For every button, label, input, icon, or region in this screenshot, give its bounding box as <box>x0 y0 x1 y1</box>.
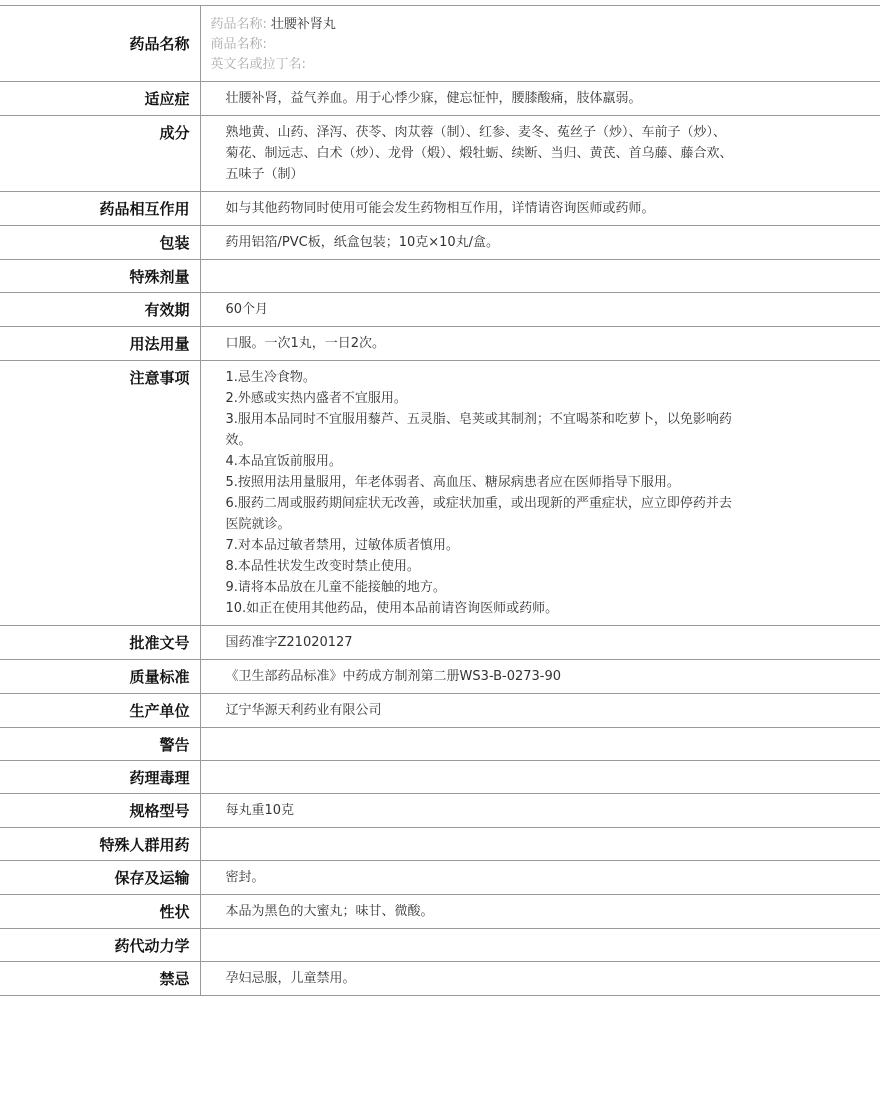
precaution-item: 9.请将本品放在儿童不能接触的地方。 <box>225 580 446 595</box>
precaution-item: 1.忌生冷食物。 <box>225 370 316 385</box>
precaution-item: 10.如正在使用其他药品，使用本品前请咨询医师或药师。 <box>225 601 559 616</box>
special-groups-label: 特殊人群用药 <box>0 828 200 861</box>
special-dosage-label: 特殊剂量 <box>0 260 200 293</box>
row-specification <box>0 794 880 828</box>
special-dosage-value <box>200 260 880 293</box>
interactions-label: 药品相互作用 <box>0 192 200 226</box>
toxicology-value <box>200 761 880 794</box>
approval-label: 批准文号 <box>0 626 200 660</box>
contraindications-value: 孕妇忌服，儿童禁用。 <box>200 962 880 996</box>
standard-label: 质量标准 <box>0 660 200 694</box>
ingredients-line: 熟地黄、山药、泽泻、茯苓、肉苁蓉（制）、红参、麦冬、菟丝子（炒）、车前子（炒）、 <box>225 125 727 140</box>
row-packaging <box>0 226 880 260</box>
precautions-label: 注意事项 <box>0 361 200 626</box>
packaging-value: 药用铝箔/PVC板，纸盒包装；10克×10丸/盒。 <box>200 226 880 260</box>
ingredients-line: 五味子（制） <box>225 167 304 182</box>
storage-value: 密封。 <box>200 861 880 895</box>
trade-name-line <box>211 35 880 55</box>
precaution-item: 6.服药二周或服药期间症状无改善，或症状加重，或出现新的严重症状，应立即停药并去 <box>225 496 732 511</box>
standard-value: 《卫生部药品标准》中药成方制剂第二册WS3-B-0273-90 <box>200 660 880 694</box>
row-special-groups <box>0 828 880 861</box>
precaution-item: 医院就诊。 <box>225 517 291 532</box>
english-name-key: 英文名或拉丁名: <box>210 57 306 72</box>
english-name-line <box>211 55 880 75</box>
appearance-label: 性状 <box>0 895 200 929</box>
row-storage <box>0 861 880 895</box>
row-standard <box>0 660 880 694</box>
generic-name-line <box>211 15 880 35</box>
contraindications-label: 禁忌 <box>0 962 200 996</box>
approval-value: 国药准字Z21020127 <box>200 626 880 660</box>
pharmacokinetics-label: 药代动力学 <box>0 929 200 962</box>
row-drug-name <box>0 6 880 82</box>
row-shelf-life <box>0 293 880 327</box>
row-special-dosage <box>0 260 880 293</box>
ingredients-value <box>200 116 880 192</box>
indications-label: 适应症 <box>0 82 200 116</box>
drug-info-table <box>0 5 880 996</box>
drug-name-label: 药品名称 <box>0 6 200 82</box>
specification-label: 规格型号 <box>0 794 200 828</box>
ingredients-label: 成分 <box>0 116 200 192</box>
usage-value: 口服。一次1丸，一日2次。 <box>200 327 880 361</box>
row-manufacturer <box>0 694 880 728</box>
usage-label: 用法用量 <box>0 327 200 361</box>
warning-label: 警告 <box>0 728 200 761</box>
row-ingredients <box>0 116 880 192</box>
precaution-item: 7.对本品过敏者禁用，过敏体质者慎用。 <box>225 538 459 553</box>
precaution-item: 3.服用本品同时不宜服用藜芦、五灵脂、皂荚或其制剂；不宜喝茶和吃萝卜，以免影响药 <box>225 412 732 427</box>
row-interactions <box>0 192 880 226</box>
row-pharmacokinetics <box>0 929 880 962</box>
row-toxicology <box>0 761 880 794</box>
precaution-item: 4.本品宜饭前服用。 <box>225 454 342 469</box>
precaution-item: 效。 <box>225 433 252 448</box>
row-precautions <box>0 361 880 626</box>
precautions-value <box>200 361 880 626</box>
manufacturer-label: 生产单位 <box>0 694 200 728</box>
precaution-item: 2.外感或实热内盛者不宜服用。 <box>225 391 407 406</box>
row-contraindications <box>0 962 880 996</box>
generic-name-key: 药品名称: <box>210 17 267 32</box>
shelf-life-label: 有效期 <box>0 293 200 327</box>
generic-name-value: 壮腰补肾丸 <box>270 17 336 32</box>
storage-label: 保存及运输 <box>0 861 200 895</box>
row-appearance <box>0 895 880 929</box>
trade-name-key: 商品名称: <box>210 37 267 52</box>
toxicology-label: 药理毒理 <box>0 761 200 794</box>
shelf-life-value: 60个月 <box>200 293 880 327</box>
manufacturer-value: 辽宁华源天利药业有限公司 <box>200 694 880 728</box>
drug-name-values <box>200 6 880 82</box>
indications-value: 壮腰补肾，益气养血。用于心悸少寐，健忘怔忡，腰膝酸痛，肢体羸弱。 <box>200 82 880 116</box>
row-usage <box>0 327 880 361</box>
special-groups-value <box>200 828 880 861</box>
precaution-item: 8.本品性状发生改变时禁止使用。 <box>225 559 420 574</box>
precaution-item: 5.按照用法用量服用，年老体弱者、高血压、糖尿病患者应在医师指导下服用。 <box>225 475 680 490</box>
warning-value <box>200 728 880 761</box>
ingredients-line: 菊花、制远志、白术（炒）、龙骨（煅）、煅牡蛎、续断、当归、黄芪、首乌藤、藤合欢、 <box>225 146 733 161</box>
row-indications <box>0 82 880 116</box>
row-warning <box>0 728 880 761</box>
packaging-label: 包装 <box>0 226 200 260</box>
specification-value: 每丸重10克 <box>200 794 880 828</box>
interactions-value: 如与其他药物同时使用可能会发生药物相互作用，详情请咨询医师或药师。 <box>200 192 880 226</box>
pharmacokinetics-value <box>200 929 880 962</box>
row-approval <box>0 626 880 660</box>
appearance-value: 本品为黑色的大蜜丸；味甘、微酸。 <box>200 895 880 929</box>
